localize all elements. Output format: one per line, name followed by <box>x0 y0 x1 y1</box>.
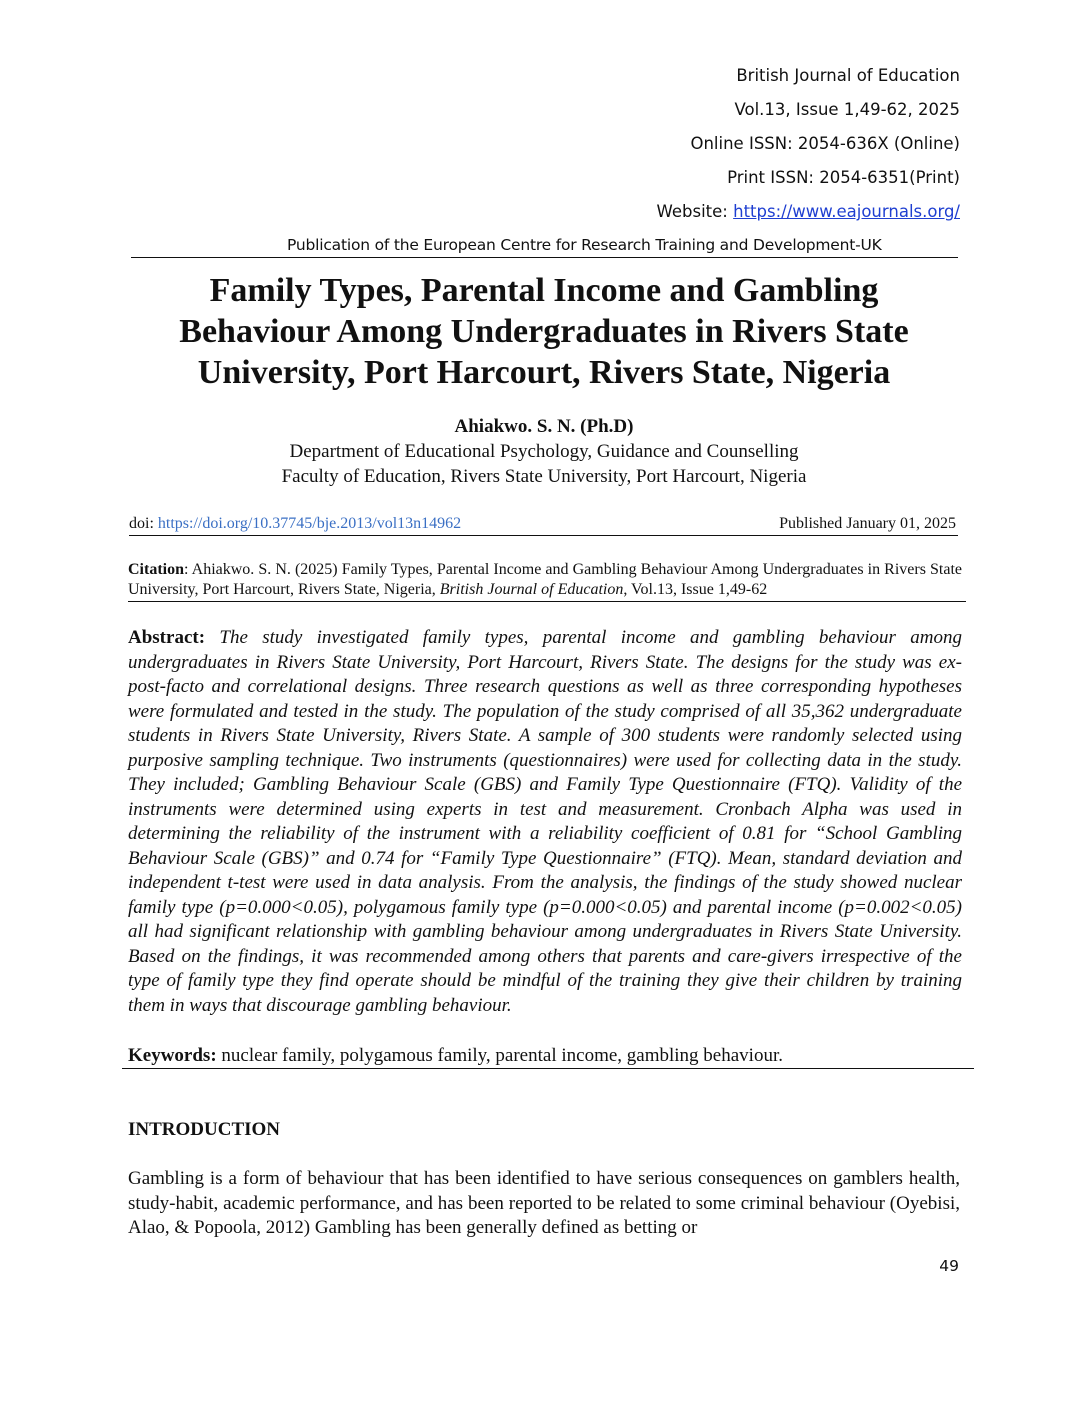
title-line-2: Behaviour Among Undergraduates in Rivers State <box>179 313 909 350</box>
keywords-divider <box>122 1068 974 1069</box>
keywords <box>128 1044 968 1068</box>
abstract <box>128 626 962 1018</box>
citation-tail: , Vol.13, Issue 1,49-62 <box>623 581 768 598</box>
doi-label: doi: <box>129 515 158 532</box>
citation-label: Citation <box>128 561 184 578</box>
abstract-label: Abstract: <box>128 627 206 648</box>
citation-text: : Ahiakwo. S. N. (2025) Family Types, Parental Income and Gambling Behaviour Among Undergraduates in Rivers State University, Port Harcourt, Rivers State, Nigeria, <box>128 561 962 598</box>
doi-row <box>129 514 958 534</box>
keywords-label: Keywords: <box>128 1045 217 1066</box>
abstract-text: The study investigated family types, parental income and gambling behaviour among undergraduates in Rivers State University, Port Harcourt, Rivers State. The designs for the study was ex-post-facto and correlational designs. Three research questions as well as three corresponding hypotheses were formulated and tested in the study. The population of the study comprised of all 35,362 undergraduate students in Rivers State University, Rivers State. A sample of 300 students were randomly selected using purposive sampling technique. Two instruments (questionnaires) were used for collecting data in the study. They included; Gambling Behaviour Scale (GBS) and Family Type Questionnaire (FTQ). Validity of the instruments were determined using experts in test and measurement. Cronbach Alpha was used in determining the reliability of the instrument with a reliability coefficient of 0.81 for “School Gambling Behaviour Scale (GBS)” and 0.74 for “Family Type Questionnaire” (FTQ). Mean, standard deviation and independent t-test were used in data analysis. From the analysis, the findings of the study showed nuclear family type (p=0.000<0.05), polygamous family type (p=0.000<0.05) and parental income (p=0.002<0.05) all had significant relationship with gambling behaviour among undergraduates in Rivers State University. Based on the findings, it was recommended among others that parents and care-givers irrespective of the type of family type they find operate should be mindful of the training they give their children by training them in ways that discourage gambling behaviour. <box>128 627 963 1016</box>
website-link[interactable]: https://www.eajournals.org/ <box>733 202 960 221</box>
doi-link[interactable]: https://doi.org/10.37745/bje.2013/vol13n14962 <box>157 515 462 532</box>
online-issn: Online ISSN: 2054-636X (Online) <box>690 134 960 153</box>
author-block <box>120 414 968 489</box>
header-divider <box>131 257 958 258</box>
citation <box>128 560 962 600</box>
print-issn: Print ISSN: 2054-6351(Print) <box>727 168 960 187</box>
affiliation-line-2: Faculty of Education, Rivers State University, Port Harcourt, Nigeria <box>281 466 807 487</box>
publisher-line: Publication of the European Centre for Research Training and Development-UK <box>287 236 882 254</box>
introduction-text: Gambling is a form of behaviour that has been identified to have serious consequences on gamblers health, study-habit, academic performance, and has been reported to be related to some criminal behaviour (Oyebisi, Alao, & Popoola, 2012) Gambling has been generally defined as betting or <box>128 1168 960 1238</box>
published-date: Published January 01, 2025 <box>779 515 956 532</box>
website-label: Website: <box>656 202 734 221</box>
introduction-heading: INTRODUCTION <box>128 1119 281 1140</box>
journal-name: British Journal of Education <box>736 66 960 85</box>
website-line <box>657 202 960 221</box>
affiliation-line-1: Department of Educational Psychology, Guidance and Counselling <box>289 441 799 462</box>
author-name: Ahiakwo. S. N. (Ph.D) <box>454 416 634 437</box>
keywords-text: nuclear family, polygamous family, parental income, gambling behaviour. <box>216 1045 783 1066</box>
citation-divider <box>128 601 966 602</box>
title-line-1: Family Types, Parental Income and Gambling <box>209 272 879 309</box>
doi-divider <box>129 535 958 536</box>
page-number: 49 <box>939 1257 959 1275</box>
title-line-3: University, Port Harcourt, Rivers State, Nigeria <box>197 354 891 391</box>
article-title <box>120 270 968 393</box>
citation-journal: British Journal of Education <box>439 581 624 598</box>
journal-volume: Vol.13, Issue 1,49-62, 2025 <box>734 100 960 119</box>
